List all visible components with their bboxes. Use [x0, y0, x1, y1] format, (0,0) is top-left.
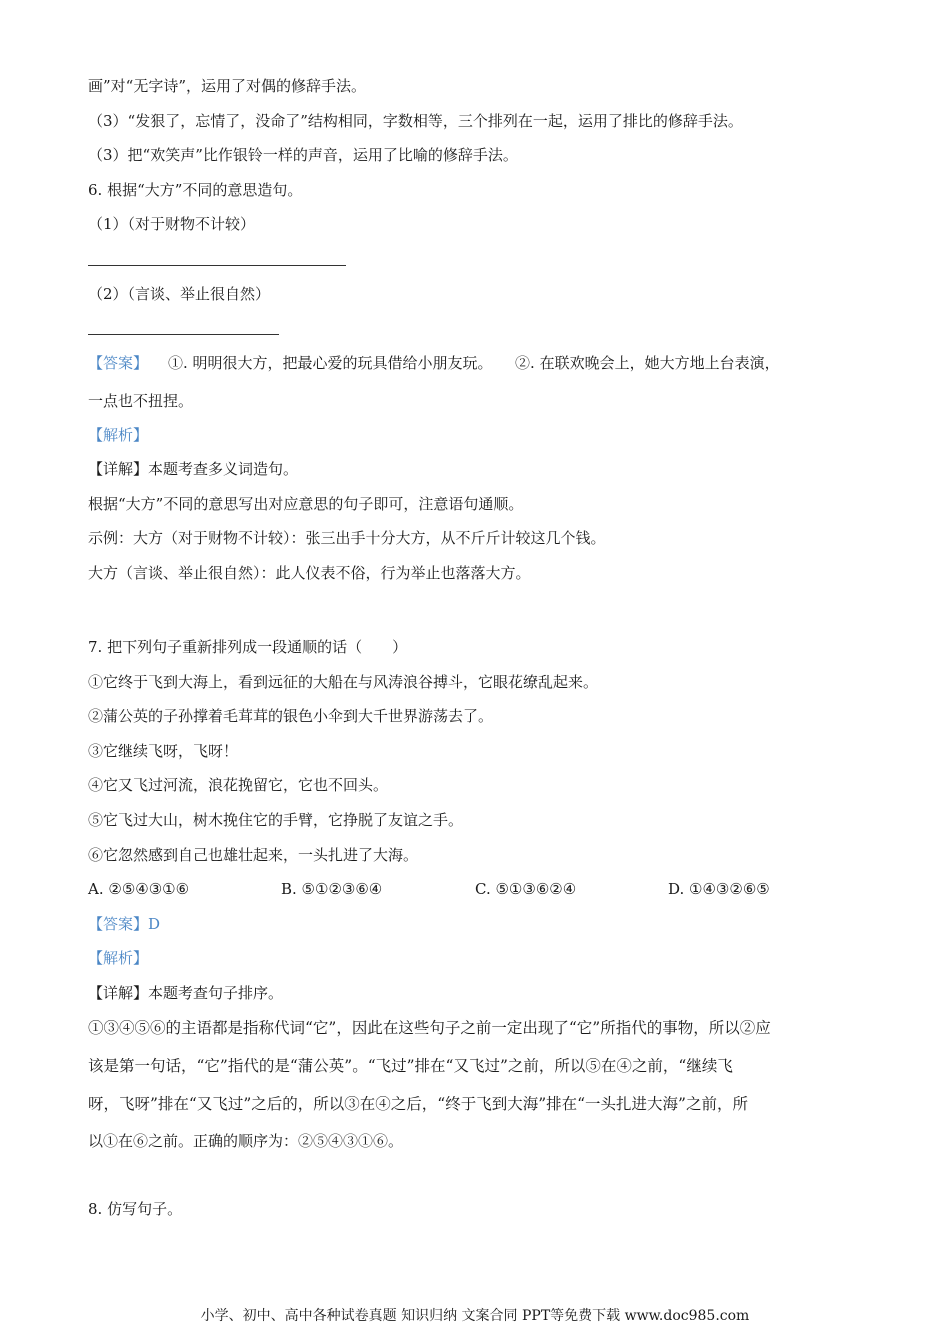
q7-analysis-tag: 【解析】 [88, 949, 149, 967]
q7-option-a: A. ②⑤④③①⑥ [88, 880, 190, 898]
q7-explanation-4: 以①在⑥之前。正确的顺序为：②⑤④③①⑥。 [88, 1132, 404, 1150]
question-6-part-1: （1）（对于财物不计较） [88, 215, 256, 233]
q6-answer-line [88, 353, 780, 373]
q6-answer-text: ①. 明明很大方，把最心爱的玩具借给小朋友玩。 ②. 在联欢晚会上，她大方地上台表演， [168, 354, 780, 372]
question-8-title: 8. 仿写句子。 [88, 1200, 183, 1218]
q6-answer-continued: 一点也不扭捏。 [88, 392, 194, 410]
q7-sentence-1: ①它终于飞到大海上，看到远征的大船在与风涛浪谷搏斗，它眼花缭乱起来。 [88, 673, 599, 691]
q7-sentence-4: ④它又飞过河流，浪花挽留它，它也不回头。 [88, 776, 389, 794]
page-footer: 小学、初中、高中各种试卷真题 知识归纳 文案合同 PPT等免费下载 www.doc985.com [200, 1308, 750, 1324]
q6-detail-3: 大方（言谈、举止很自然）：此人仪表不俗，行为举止也落落大方。 [88, 564, 531, 582]
question-6-title: 6. 根据“大方”不同的意思造句。 [88, 181, 303, 199]
line-3: （3）把“欢笑声”比作银铃一样的声音，运用了比喻的修辞手法。 [88, 146, 518, 164]
line-1: 画”对“无字诗”，运用了对偶的修辞手法。 [88, 77, 367, 95]
q7-option-b: B. ⑤①②③⑥④ [281, 880, 383, 898]
q6-answer-tag: 【答案】 [88, 354, 149, 372]
q7-detail: 【详解】本题考查句子排序。 [88, 984, 284, 1002]
q6-detail: 【详解】本题考查多义词造句。 [88, 460, 299, 478]
q7-explanation-3: 呀，飞呀”排在“又飞过”之后的，所以③在④之后，“终于飞到大海”排在“一头扎进大海”之前，所 [88, 1095, 748, 1113]
q7-option-c: C. ⑤①③⑥②④ [475, 880, 577, 898]
q7-sentence-2: ②蒲公英的子孙撑着毛茸茸的银色小伞到大千世界游荡去了。 [88, 707, 494, 725]
q6-detail-2: 示例：大方（对于财物不计较）：张三出手十分大方，从不斤斤计较这几个钱。 [88, 529, 606, 547]
answer-blank-1 [88, 265, 346, 266]
line-2: （3）“发狠了，忘情了，没命了”结构相同，字数相等，三个排列在一起，运用了排比的修辞手法。 [88, 112, 743, 130]
q7-option-d: D. ①④③②⑥⑤ [668, 880, 770, 898]
q7-answer-tag: 【答案】 [88, 915, 149, 933]
q6-analysis-tag: 【解析】 [88, 426, 149, 444]
q7-answer-value: D [148, 915, 161, 933]
q7-sentence-3: ③它继续飞呀，飞呀！ [88, 742, 239, 760]
q6-detail-1: 根据“大方”不同的意思写出对应意思的句子即可，注意语句通顺。 [88, 495, 524, 513]
q7-sentence-6: ⑥它忽然感到自己也雄壮起来，一头扎进了大海。 [88, 846, 419, 864]
q7-sentence-5: ⑤它飞过大山，树木挽住它的手臂，它挣脱了友谊之手。 [88, 811, 464, 829]
answer-blank-2 [88, 334, 279, 335]
q7-answer-line [88, 914, 160, 934]
q7-explanation-2: 该是第一句话，“它”指代的是“蒲公英”。“飞过”排在“又飞过”之前，所以⑤在④之前，“继续飞 [88, 1057, 733, 1075]
q7-explanation-1: ①③④⑤⑥的主语都是指称代词“它”，因此在这些句子之前一定出现了“它”所指代的事物，所以②应 [88, 1019, 771, 1037]
question-6-part-2: （2）（言谈、举止很自然） [88, 285, 271, 303]
question-7-title: 7. 把下列句子重新排列成一段通顺的话（ ） [88, 638, 408, 656]
